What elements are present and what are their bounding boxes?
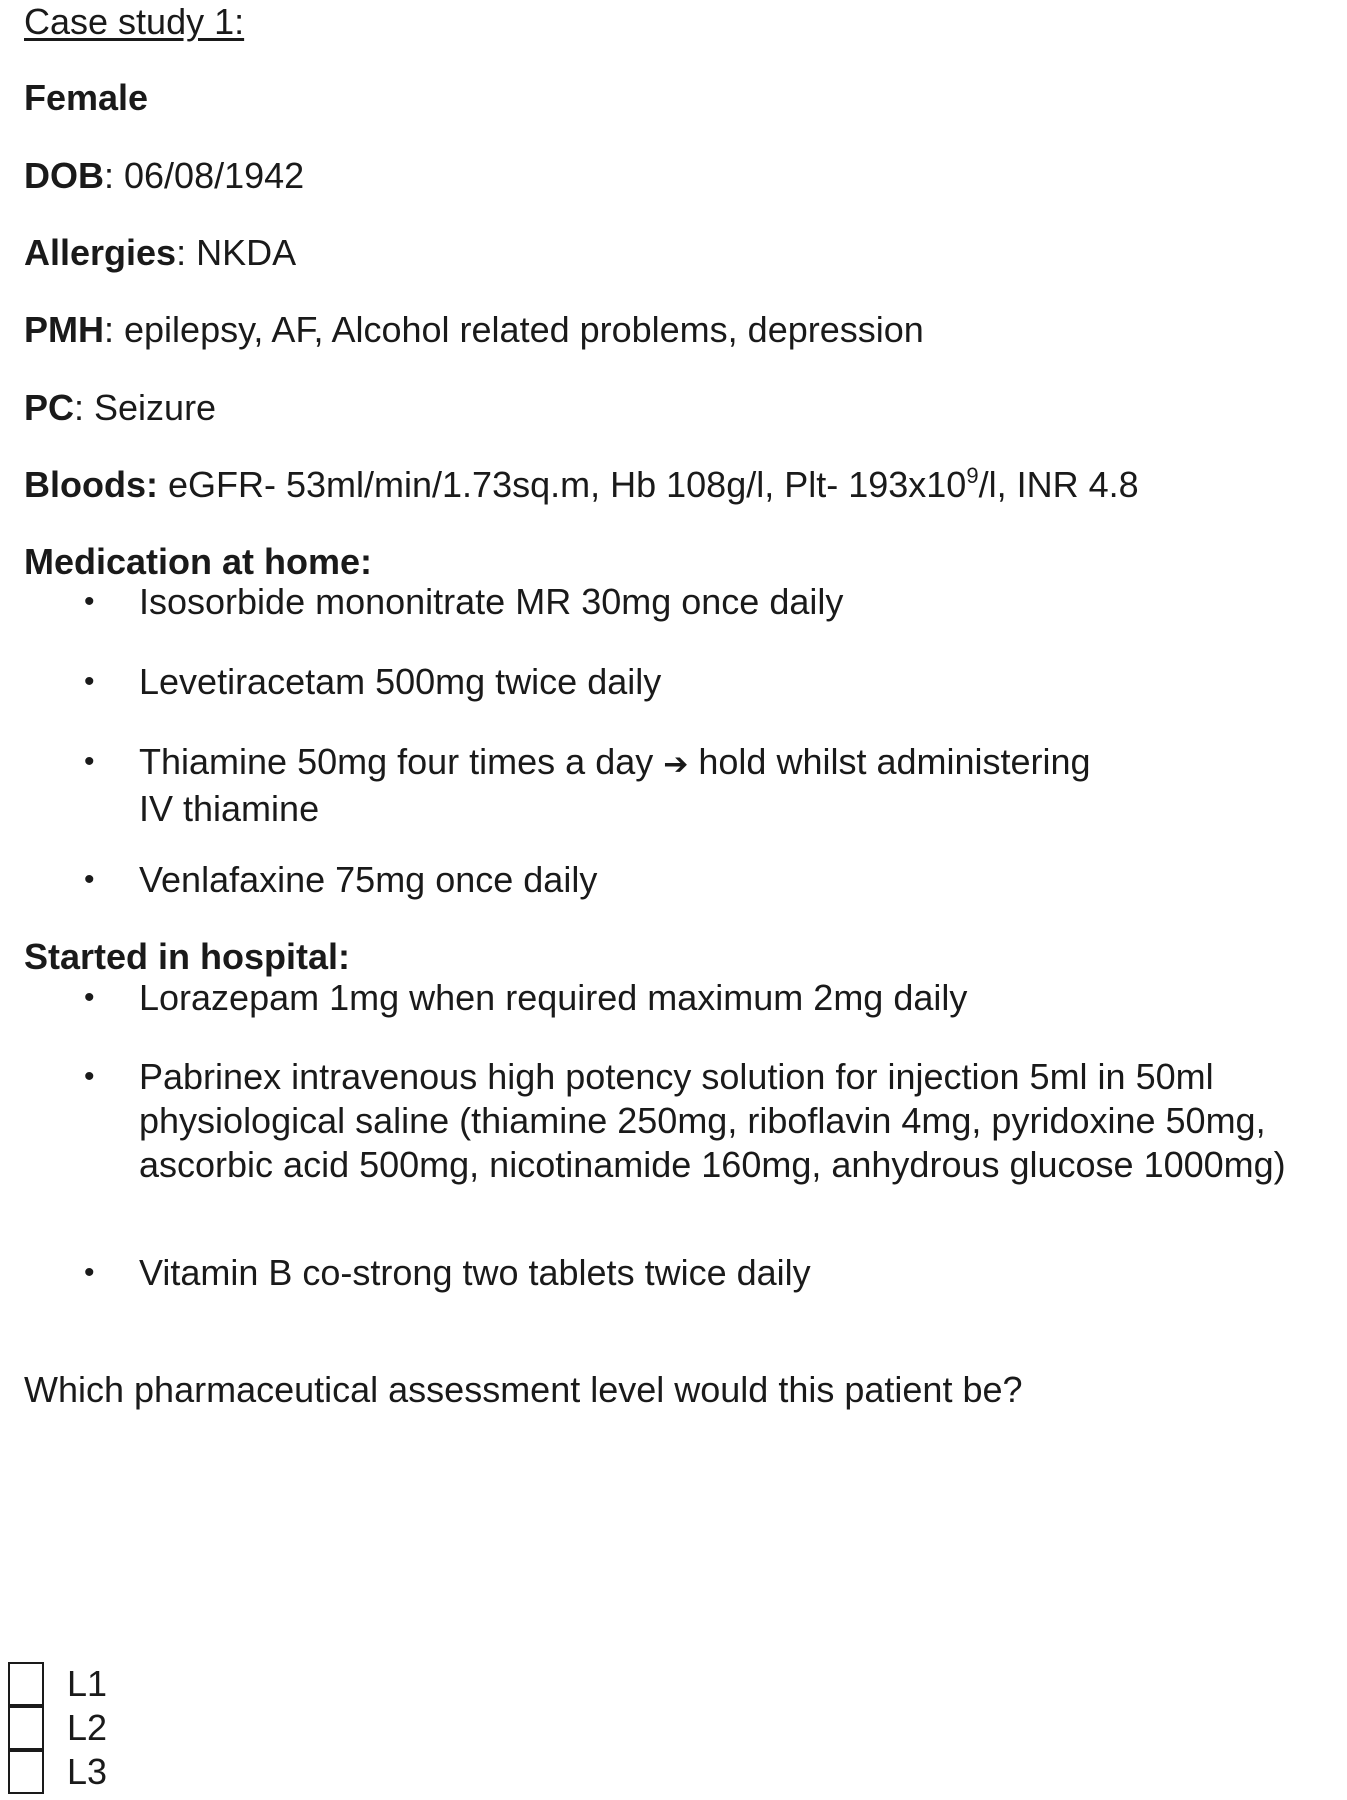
option-label: L2 — [67, 1707, 108, 1748]
bloods-label: Bloods: — [24, 464, 158, 505]
home-med-text: Isosorbide mononitrate MR 30mg once daily — [139, 581, 844, 622]
hospital-med-text: Vitamin B co-strong two tablets twice daily — [139, 1252, 811, 1293]
option-l3[interactable] — [8, 1750, 208, 1794]
bullet-icon: • — [84, 1256, 95, 1289]
bullet-icon: • — [84, 665, 95, 698]
dob-label: DOB — [24, 155, 104, 196]
home-meds-heading: Medication at home: — [24, 541, 373, 582]
bloods-value-a: eGFR- 53ml/min/1.73sq.m, Hb 108g/l, Plt- 193x10 — [157, 464, 967, 505]
allergies-label: Allergies — [24, 232, 177, 273]
pc-value: : Seizure — [74, 387, 217, 428]
option-l2[interactable] — [8, 1706, 208, 1750]
bullet-icon: • — [84, 863, 95, 896]
option-label: L1 — [67, 1663, 108, 1704]
dob-line — [24, 154, 304, 198]
page-title: Case study 1: — [24, 1, 245, 42]
pc-line — [24, 386, 216, 430]
home-med-text: Venlafaxine 75mg once daily — [139, 859, 598, 900]
thiamine-note: hold whilst administering IV thiamine — [139, 741, 1091, 829]
thiamine-dose: Thiamine 50mg four times a day — [139, 741, 654, 782]
pmh-value: : epilepsy, AF, Alcohol related problems, depression — [104, 309, 924, 350]
dob-value: : 06/08/1942 — [104, 155, 305, 196]
checkbox-icon[interactable] — [8, 1662, 44, 1706]
option-l1[interactable] — [8, 1662, 208, 1706]
arrow-right-icon: ➔ — [663, 747, 689, 782]
bloods-superscript: 9 — [966, 463, 979, 488]
bullet-icon: • — [84, 1060, 95, 1093]
hospital-med-text: Lorazepam 1mg when required maximum 2mg daily — [139, 977, 968, 1018]
pc-label: PC — [24, 387, 75, 428]
hospital-med-text: Pabrinex intravenous high potency solution for injection 5ml in 50ml physiological saline (thiamine 250mg, riboflavin 4mg, pyridoxine 50mg, ascorbic acid 500mg, nicotinamide 160mg, anhydrous glucose 1000mg) — [139, 1056, 1286, 1185]
pmh-label: PMH — [24, 309, 104, 350]
option-label: L3 — [67, 1751, 108, 1792]
question-text: Which pharmaceutical assessment level would this patient be? — [24, 1369, 1023, 1410]
bullet-icon: • — [84, 585, 95, 618]
allergies-value: : NKDA — [176, 232, 297, 273]
bloods-line — [24, 463, 1139, 507]
bloods-value-b: /l, INR 4.8 — [978, 464, 1139, 505]
checkbox-icon[interactable] — [8, 1750, 44, 1794]
checkbox-icon[interactable] — [8, 1706, 44, 1750]
allergies-line — [24, 231, 296, 275]
bullet-icon: • — [84, 745, 95, 778]
patient-sex: Female — [24, 77, 149, 118]
home-med-text — [139, 740, 1119, 831]
pmh-line — [24, 308, 924, 352]
hospital-meds-heading: Started in hospital: — [24, 936, 351, 977]
home-med-text: Levetiracetam 500mg twice daily — [139, 661, 662, 702]
bullet-icon: • — [84, 981, 95, 1014]
